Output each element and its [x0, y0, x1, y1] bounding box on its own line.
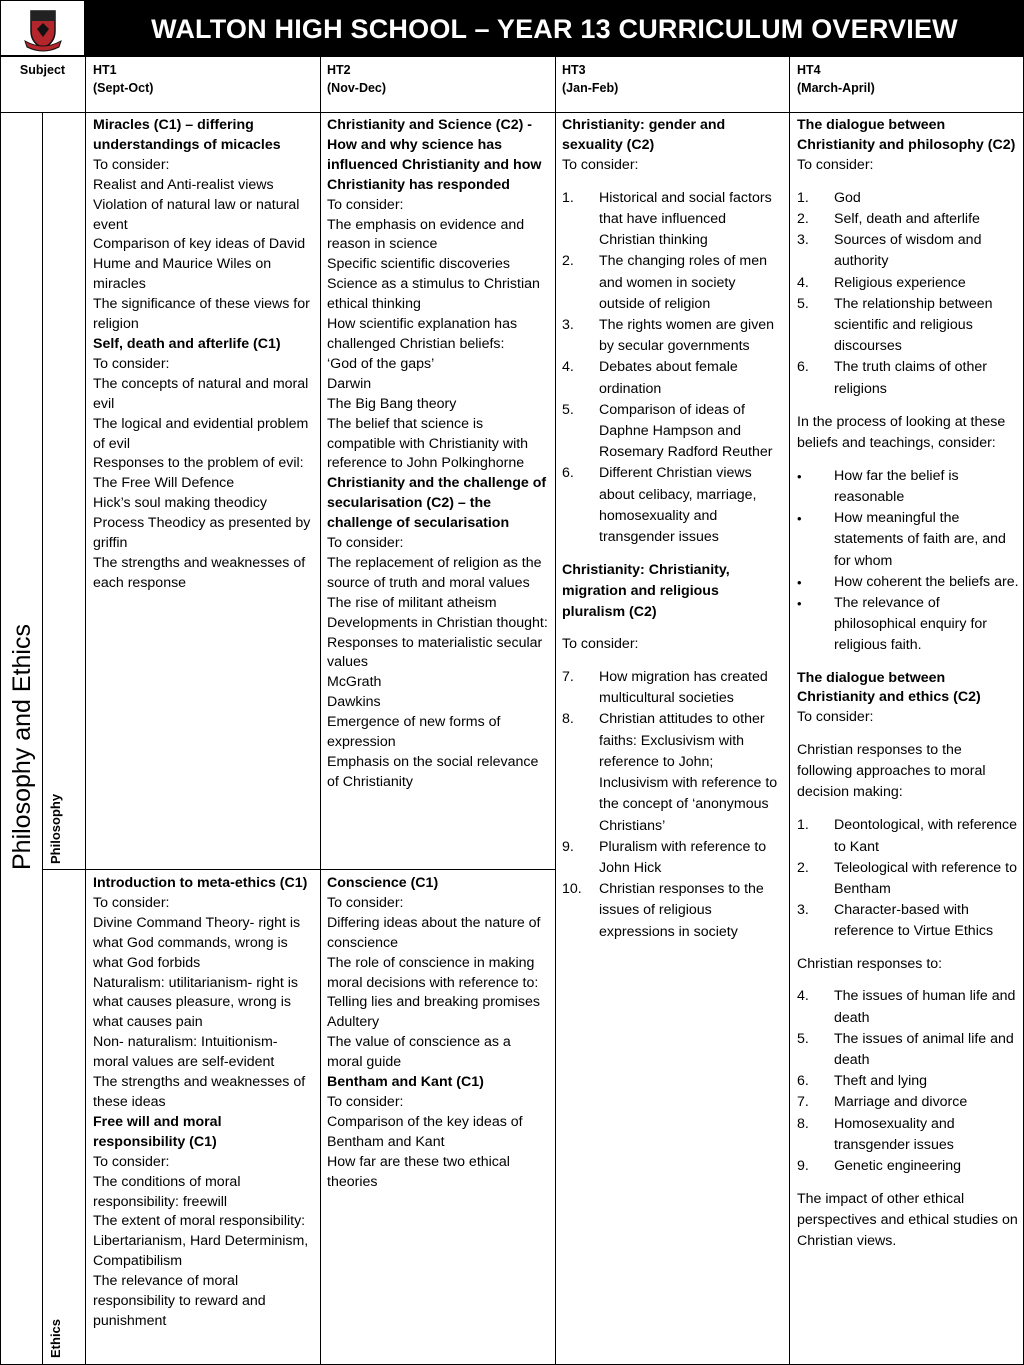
- topic-line: Adultery: [327, 1014, 380, 1031]
- list-item-text: Sources of wisdom and authority: [834, 232, 982, 270]
- topic-line: The rise of militant atheism: [327, 594, 497, 611]
- topic-line: To consider:: [93, 894, 170, 911]
- list-marker: 10.: [562, 881, 582, 898]
- col-header-ht3-title: HT3: [562, 63, 586, 77]
- list-marker: 3.: [797, 902, 809, 919]
- list-item: [797, 230, 1019, 272]
- ht4-list-approaches: [797, 815, 1019, 942]
- topic-line: The Free Will Defence: [93, 475, 235, 492]
- list-marker: 8.: [562, 711, 574, 728]
- list-item-text: The changing roles of men and women in society outside of religion: [599, 253, 767, 312]
- list-item-text: The truth claims of other religions: [834, 359, 987, 397]
- list-item: [797, 986, 1019, 1028]
- topic-line: Realist and Anti-realist views: [93, 176, 274, 193]
- list-item: [797, 1114, 1019, 1156]
- ht4-impact-text: The impact of other ethical perspectives and ethical studies on Christian views.: [797, 1191, 1018, 1250]
- list-item: [797, 209, 1019, 230]
- list-item: [562, 709, 784, 836]
- topic-line: The role of conscience in making moral decisions with reference to:: [327, 954, 539, 991]
- cell-ht1-ethics: [93, 874, 315, 1332]
- list-item-text: How meaningful the statements of faith are, and for whom: [834, 510, 1006, 569]
- list-item: [562, 667, 784, 709]
- cell-ht4: [797, 116, 1019, 1252]
- col-header-ht1: [93, 61, 313, 97]
- ht3-list-gender: [562, 188, 784, 548]
- subject-name: Philosophy and Ethics: [8, 624, 36, 870]
- topic-line: How far are these two ethical theories: [327, 1153, 510, 1190]
- topic-line: The replacement of religion as the source of truth and moral values: [327, 554, 542, 591]
- topic-line: Emergence of new forms of expression: [327, 714, 501, 751]
- row-label-ethics: Ethics: [48, 1318, 63, 1358]
- topic-heading: Introduction to meta-ethics (C1): [93, 875, 308, 891]
- topic-line: The Big Bang theory: [327, 395, 457, 412]
- list-item: [562, 879, 784, 943]
- list-item: [562, 357, 784, 399]
- topic-heading: Miracles (C1) – differing understandings of micacles: [93, 117, 281, 153]
- list-item: [562, 188, 784, 252]
- list-item-text: The relationship between scientific and religious discourses: [834, 295, 993, 355]
- list-item-text: Christian attitudes to other faiths: Exclusivism with reference to John; Inclusivism with reference to the concept of ‘anonymous Christians’: [599, 711, 778, 834]
- cell-ht2-ethics: [327, 874, 549, 1193]
- list-item: [797, 188, 1019, 209]
- topic-line: Divine Command Theory- right is what God commands, wrong is what God forbids: [93, 914, 301, 971]
- cell-ht3: [562, 116, 784, 943]
- list-marker: 4.: [797, 274, 809, 291]
- topic-line: Responses to the problem of evil:: [93, 455, 304, 472]
- topic-line: The conditions of moral responsibility: freewill: [93, 1173, 241, 1210]
- list-item-text: Religious experience: [834, 274, 966, 291]
- topic-line: To consider:: [93, 1153, 170, 1170]
- list-marker: 6.: [797, 359, 809, 376]
- topic-heading: Christianity and Science (C2) - How and why science has influenced Christianity and how Christianity has responded: [327, 117, 542, 193]
- school-logo: [0, 0, 85, 56]
- col-header-ht4: [797, 61, 1017, 97]
- col-header-ht2-title: HT2: [327, 63, 351, 77]
- ht4-heading-ethics: The dialogue between Christianity and ethics (C2): [797, 669, 981, 706]
- list-marker: •: [797, 574, 802, 590]
- list-item: [797, 572, 1019, 593]
- topic-line: To consider:: [93, 156, 170, 173]
- topic-line: Naturalism: utilitarianism- right is what causes pleasure, wrong is what causes pain: [93, 974, 298, 1031]
- list-item-text: How coherent the beliefs are.: [834, 573, 1019, 590]
- list-marker: 8.: [797, 1115, 809, 1132]
- list-item-text: Different Christian views about celibacy, marriage, homosexuality and transgender issues: [599, 465, 757, 545]
- topic-line: Dawkins: [327, 694, 381, 711]
- grid-line: [0, 112, 1024, 113]
- topic-line: The strengths and weaknesses of each response: [93, 554, 306, 591]
- topic-heading: Conscience (C1): [327, 875, 439, 891]
- list-marker: •: [797, 511, 802, 527]
- ht4-responses-text-2: Christian responses to:: [797, 955, 943, 972]
- list-marker: 1.: [797, 817, 809, 834]
- col-header-subject: Subject: [19, 63, 66, 77]
- list-marker: 6.: [797, 1073, 809, 1090]
- grid-line: [789, 56, 790, 1365]
- list-item: [797, 593, 1019, 657]
- list-item-text: The relevance of philosophical enquiry for religious faith.: [834, 594, 988, 654]
- list-item: [797, 1092, 1019, 1113]
- ht4-responses-text: Christian responses to the following approaches to moral decision making:: [797, 742, 986, 801]
- list-item-text: How far the belief is reasonable: [834, 467, 959, 505]
- list-item: [797, 357, 1019, 399]
- col-header-ht1-title: HT1: [93, 63, 117, 77]
- list-marker: •: [797, 468, 802, 484]
- list-marker: 3.: [562, 316, 574, 333]
- topic-line: To consider:: [327, 535, 404, 552]
- list-marker: 2.: [562, 253, 574, 270]
- topic-line: The strengths and weaknesses of these ideas: [93, 1074, 306, 1110]
- topic-line: Non- naturalism: Intuitionism- moral values are self-evident: [93, 1034, 278, 1071]
- grid-line: [320, 56, 321, 1365]
- topic-line: Comparison of key ideas of David Hume and Maurice Wiles on miracles: [93, 236, 306, 293]
- list-item: [797, 858, 1019, 900]
- topic-line: Violation of natural law or natural event: [93, 196, 300, 233]
- list-item-text: Christian responses to the issues of religious expressions in society: [599, 881, 764, 940]
- topic-line: Comparison of the key ideas of Bentham and Kant: [327, 1113, 523, 1150]
- list-item: [797, 466, 1019, 508]
- grid-line: [85, 56, 86, 1365]
- list-item-text: Debates about female ordination: [599, 359, 738, 397]
- topic-line: Science as a stimulus to Christian ethical thinking: [327, 276, 540, 313]
- topic-line: Telling lies and breaking promises: [327, 994, 540, 1011]
- col-header-ht2: [327, 61, 547, 97]
- list-marker: 7.: [797, 1094, 809, 1111]
- list-item-text: The rights women are given by secular governments: [599, 316, 775, 355]
- list-item-text: Pluralism with reference to John Hick: [599, 838, 767, 876]
- ht4-heading-philosophy: The dialogue between Christianity and philosophy (C2): [797, 117, 1016, 153]
- grid-line: [42, 112, 43, 1365]
- grid-line: [42, 869, 555, 870]
- list-item-text: Teleological with reference to Bentham: [834, 859, 1017, 897]
- list-item-text: Genetic engineering: [834, 1158, 961, 1175]
- topic-line: Hick’s soul making theodicy: [93, 495, 268, 512]
- topic-line: How scientific explanation has challenged Christian beliefs:: [327, 316, 518, 352]
- col-header-ht2-dates: (Nov-Dec): [327, 81, 387, 95]
- topic-heading: Free will and moral responsibility (C1): [93, 1113, 222, 1150]
- list-marker: 4.: [797, 988, 809, 1005]
- ht3-list-migration: [562, 667, 784, 943]
- list-marker: 1.: [562, 189, 574, 206]
- list-item-text: Theft and lying: [834, 1073, 928, 1090]
- list-item: [797, 294, 1019, 358]
- cell-ht1-philosophy: [93, 116, 315, 594]
- list-item: [797, 1029, 1019, 1071]
- list-item: [797, 1156, 1019, 1177]
- list-item-text: The issues of human life and death: [834, 988, 1016, 1026]
- topic-line: Developments in Christian thought:: [327, 614, 548, 631]
- page-title: WALTON HIGH SCHOOL – YEAR 13 CURRICULUM OVERVIEW: [85, 0, 1024, 56]
- col-header-ht4-title: HT4: [797, 63, 821, 77]
- topic-line: Emphasis on the social relevance of Christianity: [327, 754, 539, 790]
- list-item: [797, 1071, 1019, 1092]
- cell-ht2-philosophy: [327, 116, 549, 793]
- list-item-text: God: [834, 189, 861, 206]
- topic-line: ‘God of the gaps’: [327, 355, 435, 372]
- list-item: [562, 315, 784, 357]
- list-marker: 2.: [797, 210, 809, 227]
- list-marker: 6.: [562, 465, 574, 482]
- list-item-text: Marriage and divorce: [834, 1094, 968, 1111]
- list-marker: 5.: [797, 295, 809, 312]
- list-item: [797, 273, 1019, 294]
- topic-line: The significance of these views for religion: [93, 296, 310, 333]
- ht4-process-text: In the process of looking at these beliefs and teachings, consider:: [797, 413, 1006, 451]
- topic-line: The value of conscience as a moral guide: [327, 1034, 511, 1071]
- col-header-ht3: [562, 61, 782, 97]
- list-item: [562, 251, 784, 315]
- topic-line: Specific scientific discoveries: [327, 256, 510, 273]
- topic-heading: Christianity and the challenge of secularisation (C2) – the challenge of secularisation: [327, 475, 547, 532]
- ht4-consider-label-2: To consider:: [797, 709, 874, 726]
- list-marker: 1.: [797, 189, 809, 206]
- list-item-text: Comparison of ideas of Daphne Hampson and Rosemary Radford Reuther: [599, 401, 773, 461]
- grid-line: [0, 56, 1, 1365]
- ht4-bullet-list: [797, 466, 1019, 657]
- list-marker: 9.: [562, 838, 574, 855]
- topic-line: Process Theodicy as presented by griffin: [93, 515, 311, 552]
- list-marker: 9.: [797, 1158, 809, 1175]
- list-marker: 7.: [562, 669, 574, 686]
- grid-line: [0, 56, 1024, 57]
- topic-line: To consider:: [327, 196, 404, 213]
- topic-line: The relevance of moral responsibility to reward and punishment: [93, 1273, 266, 1329]
- list-marker: 5.: [562, 401, 574, 418]
- list-item-text: Historical and social factors that have influenced Christian thinking: [599, 189, 772, 249]
- list-item: [797, 508, 1019, 572]
- topic-line: To consider:: [327, 894, 404, 911]
- list-marker: 3.: [797, 232, 809, 249]
- ht4-list-issues: [797, 986, 1019, 1177]
- list-marker: •: [797, 595, 802, 611]
- topic-line: The emphasis on evidence and reason in science: [327, 216, 525, 253]
- topic-line: Differing ideas about the nature of conscience: [327, 914, 541, 951]
- list-item: [562, 837, 784, 879]
- ht4-consider-label: To consider:: [797, 156, 874, 173]
- topic-line: Darwin: [327, 375, 372, 392]
- topic-line: McGrath: [327, 674, 382, 691]
- list-item-text: Self, death and afterlife: [834, 210, 980, 227]
- list-item: [797, 900, 1019, 942]
- col-header-ht1-dates: (Sept-Oct): [93, 81, 154, 95]
- ht3-consider-label: To consider:: [562, 156, 639, 173]
- topic-line: The logical and evidential problem of evil: [93, 415, 309, 452]
- ht4-list-philosophy: [797, 188, 1019, 400]
- topic-heading: Self, death and afterlife (C1): [93, 335, 281, 352]
- list-item: [797, 815, 1019, 857]
- list-item: [562, 400, 784, 464]
- topic-line: Responses to materialistic secular values: [327, 634, 543, 671]
- ht3-consider-label-2: To consider:: [562, 636, 639, 653]
- crest-icon: [1, 1, 86, 57]
- list-item-text: Deontological, with reference to Kant: [834, 817, 1017, 855]
- topic-line: To consider:: [93, 355, 170, 372]
- list-marker: 5.: [797, 1030, 809, 1047]
- ht3-heading-migration: Christianity: Christianity, migration and religious pluralism (C2): [562, 562, 730, 621]
- list-item: [562, 463, 784, 548]
- topic-line: The extent of moral responsibility: Libertarianism, Hard Determinism, Compatibilism: [93, 1213, 309, 1270]
- list-item-text: Character-based with reference to Virtue Ethics: [834, 902, 994, 940]
- topic-line: To consider:: [327, 1093, 404, 1110]
- row-label-philosophy: Philosophy: [48, 793, 63, 864]
- list-item-text: How migration has created multicultural societies: [599, 669, 768, 707]
- list-marker: 2.: [797, 859, 809, 876]
- grid-line: [555, 56, 556, 1365]
- ht3-heading-gender: Christianity: gender and sexuality (C2): [562, 117, 726, 153]
- list-item-text: Homosexuality and transgender issues: [834, 1115, 955, 1153]
- list-item-text: The issues of animal life and death: [834, 1030, 1014, 1069]
- col-header-ht3-dates: (Jan-Feb): [562, 81, 619, 95]
- list-marker: 4.: [562, 359, 574, 376]
- topic-line: The concepts of natural and moral evil: [93, 375, 309, 412]
- col-header-ht4-dates: (March-April): [797, 81, 875, 95]
- topic-heading: Bentham and Kant (C1): [327, 1074, 484, 1091]
- topic-line: The belief that science is compatible with Christianity with reference to John Polkinghorne: [327, 415, 529, 472]
